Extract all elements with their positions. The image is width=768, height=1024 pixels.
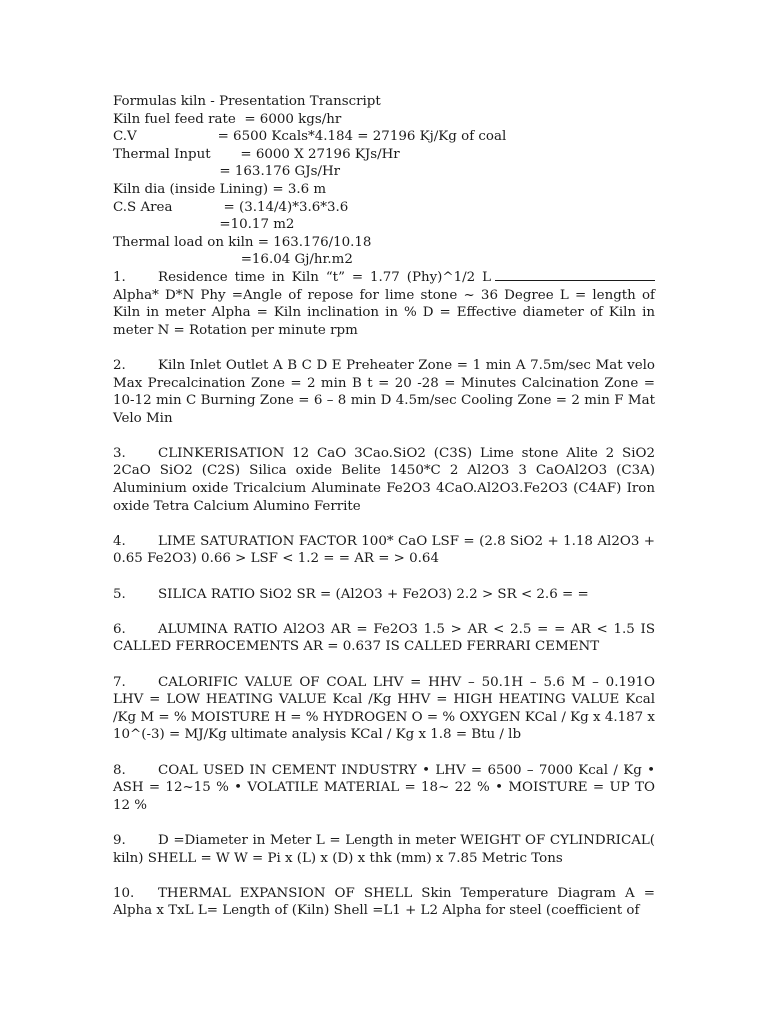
item-text: CLINKERISATION 12 CaO 3Cao.SiO2 (C3S) Lime stone Alite 2 SiO2 2CaO SiO2 (C2S) Silica oxide Belite 1450*C 2 Al2O3 3 CaOAl2O3 (C3A) Aluminium oxide Tricalcium Aluminate Fe2O3 4CaO.Al2O3.Fe2O3 (C4AF) Iron oxide Tetra Calcium Alumino Ferrite [113,445,655,514]
header-line: =10.17 m2 [113,217,295,233]
item-text: SILICA RATIO SiO2 SR = (Al2O3 + Fe2O3) 2.2 > SR < 2.6 = = [158,586,589,602]
item-number: 10. [113,885,135,901]
list-item [113,885,655,920]
list-item [113,357,655,427]
item-number: 7. [113,674,126,690]
item-number: 6. [113,621,126,637]
list-item [113,586,655,604]
header-line: Kiln dia (inside Lining) = 3.6 m [113,181,327,197]
document-page [113,93,655,938]
item-number: 9. [113,832,126,848]
header-line: = 163.176 GJs/Hr [113,164,341,180]
item-text: COAL USED IN CEMENT INDUSTRY • LHV = 6500 – 7000 Kcal / Kg • ASH = 12~15 % • VOLATILE MATERIAL = 18~ 22 % • MOISTURE = UP TO 12 % [113,762,655,813]
list-item [113,674,655,744]
header-line: Thermal load on kiln = 163.176/10.18 [113,234,372,250]
list-item [113,621,655,656]
item-number: 4. [113,533,126,549]
item-continuation: Alpha* D*N Phy =Angle of repose for lime stone ~ 36 Degree L = length of Kiln in meter Alpha = Kiln inclination in % D = Effective diameter of Kiln in meter N = Rotation per minute rpm [113,287,655,338]
doc-title: Formulas kiln - Presentation Transcript [113,94,381,109]
header-line: Kiln fuel feed rate = 6000 kgs/hr [113,111,342,127]
list-item [113,269,655,339]
header-line: Thermal Input = 6000 X 27196 KJs/Hr [113,146,400,162]
item-text: THERMAL EXPANSION OF SHELL Skin Temperature Diagram A = Alpha x TxL L= Length of (Kiln) Shell =L1 + L2 Alpha for steel (coefficient of [113,885,655,919]
item-text: Kiln Inlet Outlet A B C D E Preheater Zone = 1 min A 7.5m/sec Mat velo Max Precalcination Zone = 2 min B t = 20 -28 = Minutes Calcination Zone = 10-12 min C Burning Zone = 6 – 8 min D 4.5m/sec Cooling Zone = 2 min F Mat Velo Min [113,357,655,426]
header-block [113,93,655,269]
blank-rule [495,270,655,281]
header-line: =16.04 Gj/hr.m2 [113,252,353,268]
list-item [113,445,655,515]
list-item [113,762,655,815]
header-line: C.S Area = (3.14/4)*3.6*3.6 [113,199,349,215]
list-item [113,832,655,867]
item-text: ALUMINA RATIO Al2O3 AR = Fe2O3 1.5 > AR < 2.5 = = AR < 1.5 IS CALLED FERROCEMENTS AR = 0.637 IS CALLED FERRARI CEMENT [113,621,655,655]
item-number: 3. [113,445,126,461]
item-number: 2. [113,357,126,373]
item-text: D =Diameter in Meter L = Length in meter WEIGHT OF CYLINDRICAL( kiln) SHELL = W W = Pi x (L) x (D) x thk (mm) x 7.85 Metric Tons [113,832,655,866]
item-text: CALORIFIC VALUE OF COAL LHV = HHV – 50.1H – 5.6 M – 0.191O LHV = LOW HEATING VALUE Kcal /Kg HHV = HIGH HEATING VALUE Kcal /Kg M = % MOISTURE H = % HYDROGEN O = % OXYGEN KCal / Kg x 4.187 x 10^(-3) = MJ/Kg ultimate analysis KCal / Kg x 1.8 = Btu / lb [113,674,655,743]
item-number: 8. [113,762,126,778]
list-item [113,533,655,568]
item-text: LIME SATURATION FACTOR 100* CaO LSF = (2.8 SiO2 + 1.18 Al2O3 + 0.65 Fe2O3) 0.66 > LSF < 1.2 = = AR = > 0.64 [113,533,655,567]
header-line: C.V = 6500 Kcals*4.184 = 27196 Kj/Kg of coal [113,129,507,145]
item-number: 5. [113,586,126,602]
item-number: 1. [113,269,126,285]
item-text: Residence time in Kiln “t” = 1.77 (Phy)^1/2 L [158,269,491,285]
